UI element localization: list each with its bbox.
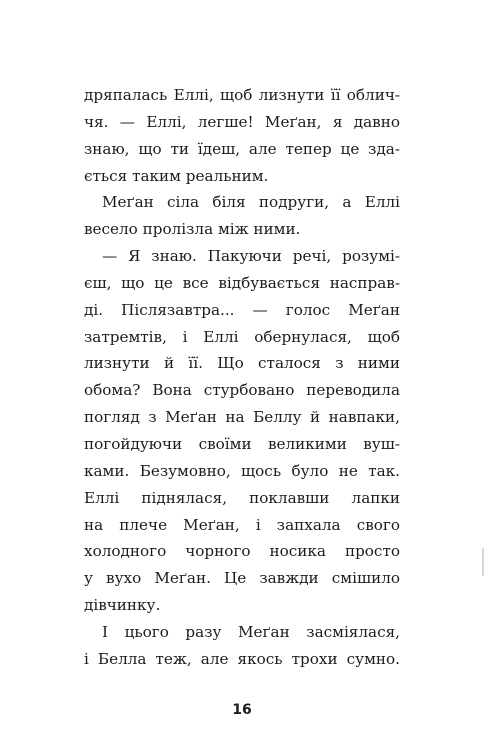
text-line: ється таким реальним.: [84, 166, 269, 185]
text-line: затремтів, і Еллі обернулася, щоб: [84, 327, 400, 346]
text-line: погойдуючи своїми великими вуш-: [84, 434, 400, 453]
text-line: у вухо Меґан. Це завжди смішило: [84, 569, 400, 588]
text-line: ками. Безумовно, щось було не так.: [84, 461, 400, 480]
text-line: Меґан сіла біля подруги, а Еллі: [102, 193, 400, 212]
text-line: на плече Меґан, і запхала свого: [84, 515, 400, 534]
body-text: [84, 82, 400, 673]
text-line: — Я знаю. Пакуючи речі, розумі-: [102, 247, 400, 266]
text-line: ді. Післязавтра... — голос Меґан: [84, 300, 400, 319]
text-line: лизнути й її. Що сталося з ними: [84, 354, 400, 373]
text-line: погляд з Меґан на Беллу й навпаки,: [84, 408, 400, 427]
text-line: І цього разу Меґан засміялася,: [102, 622, 400, 641]
text-line: чя. — Еллі, легше! Меґан, я давно: [84, 112, 400, 131]
text-line: холодного чорного носика просто: [84, 542, 400, 561]
text-line: дівчинку.: [84, 596, 161, 615]
text-line: дряпалась Еллі, щоб лизнути її облич-: [84, 86, 400, 104]
text-line: знаю, що ти їдеш, але тепер це зда-: [84, 139, 400, 158]
text-line: Еллі піднялася, поклавши лапки: [84, 488, 400, 507]
text-line: єш, що це все відбувається насправ-: [84, 273, 400, 292]
text-line: і Белла теж, але якось трохи сумно.: [84, 649, 400, 668]
text-line: весело пролізла між ними.: [84, 220, 301, 239]
page-number: 16: [232, 702, 252, 718]
text-line: обома? Вона стурбовано переводила: [84, 381, 400, 400]
